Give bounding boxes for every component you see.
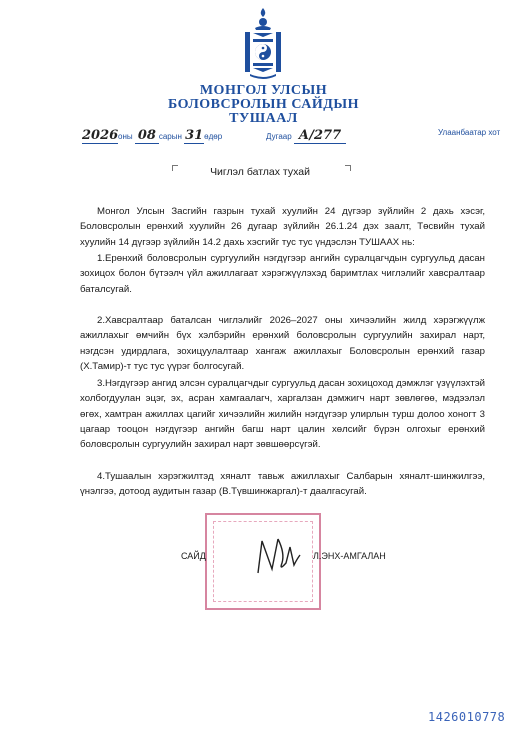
date-year: 2026 <box>82 128 119 143</box>
soyombo-emblem-icon <box>244 6 282 80</box>
clause-2 <box>80 313 485 374</box>
clause-1-text: 1.Ерөнхий боловсролын сургуулийн нэгдүгээр ангийн суралцагчдын сургуульд дасан зохицох болон бүтээлч үйл ажиллагаат хэрэгжүүлэхэд баримтлах чиглэлийг хавсралтаар баталсугай. <box>80 253 485 295</box>
signer-title: САЙД <box>181 551 206 561</box>
header-line-1: МОНГОЛ УЛСЫН <box>199 83 328 98</box>
date-year-label: оны <box>118 132 133 141</box>
clause-2-text: 2.Хавсралтаар баталсан чиглэлийг 2026–2027 оны хичээлийн жилд хэрэгжүүлж ажиллахыг өмчийн бүх хэлбэрийн ерөнхий боловсролын сургуулийн захирал нарт, нэгдсэн удирдлага, зохицуулалтаар хангаж ажиллахыг Боловсролын ерөнхий газар (Х.Тамир)-т тус тус үүрэг болгосугай. <box>80 315 485 372</box>
header-line-3: ТУШААЛ <box>229 111 298 126</box>
signer-name: Л.ЭНХ-АМГАЛАН <box>313 551 386 561</box>
clause-1 <box>80 251 485 297</box>
clause-3 <box>80 376 485 452</box>
document-barcode: 1426010778 <box>428 710 506 724</box>
date-day: 31 <box>185 128 204 143</box>
preamble <box>80 204 485 250</box>
city-label: Улаанбаатар хот <box>438 128 501 137</box>
clause-4-text: 4.Тушаалын хэрэгжилтэд хяналт тавьж ажиллахыг Салбарын хяналт-шинжилгээ, үнэлгээ, дотоод аудитын газар (В.Түвшинжаргал)-т даалгасугай. <box>80 471 485 498</box>
order-number-value: А/277 <box>294 128 346 144</box>
date-month-label: сарын <box>158 132 182 141</box>
clause-4 <box>80 469 485 500</box>
handwritten-signature <box>252 533 304 581</box>
document-subject: Чиглэл батлах тухай <box>210 166 310 178</box>
preamble-text: Монгол Улсын Засгийн газрын тухай хуулийн 24 дүгээр зүйлийн 2 дахь хэсэг, Боловсролын ерөнхий хуулийн 26 дугаар зүйлийн 26.1.24 дэх заалт, Төсвийн тухай хуулийн 14 дүгээр зүйлийн 14.2 дахь хэсгийг тус тус үндэслэн ТУШААХ нь: <box>80 206 485 248</box>
date-day-label: өдөр <box>204 132 223 141</box>
date-month: 08 <box>135 128 159 144</box>
header-line-2: БОЛОВСРОЛЫН САЙДЫН <box>167 97 360 112</box>
order-number <box>266 128 346 144</box>
date-line <box>82 128 222 144</box>
order-number-label: Дугаар <box>266 132 292 141</box>
clause-3-text: 3.Нэгдүгээр ангид элсэн суралцагчдыг сургуульд дасан зохицоход дэмжлэг үзүүлэхтэй холбогдуулан эцэг, эх, асран хамгаалагч, харгалзан дэмжигч нарт зөвлөгөө, мэдээлэл өгөх, хамтран ажиллах цагийг хичээлийн жилийн нэгдүгээр улирлын турш долоо хоногт 3 цагаар тооцон нэгдүгээр ангийн багш нарт цалин хөлсийг бүрэн олгохыг ерөнхий боловсролын сургуулийн захирал нарт зөвшөөрсүгэй. <box>80 378 485 451</box>
